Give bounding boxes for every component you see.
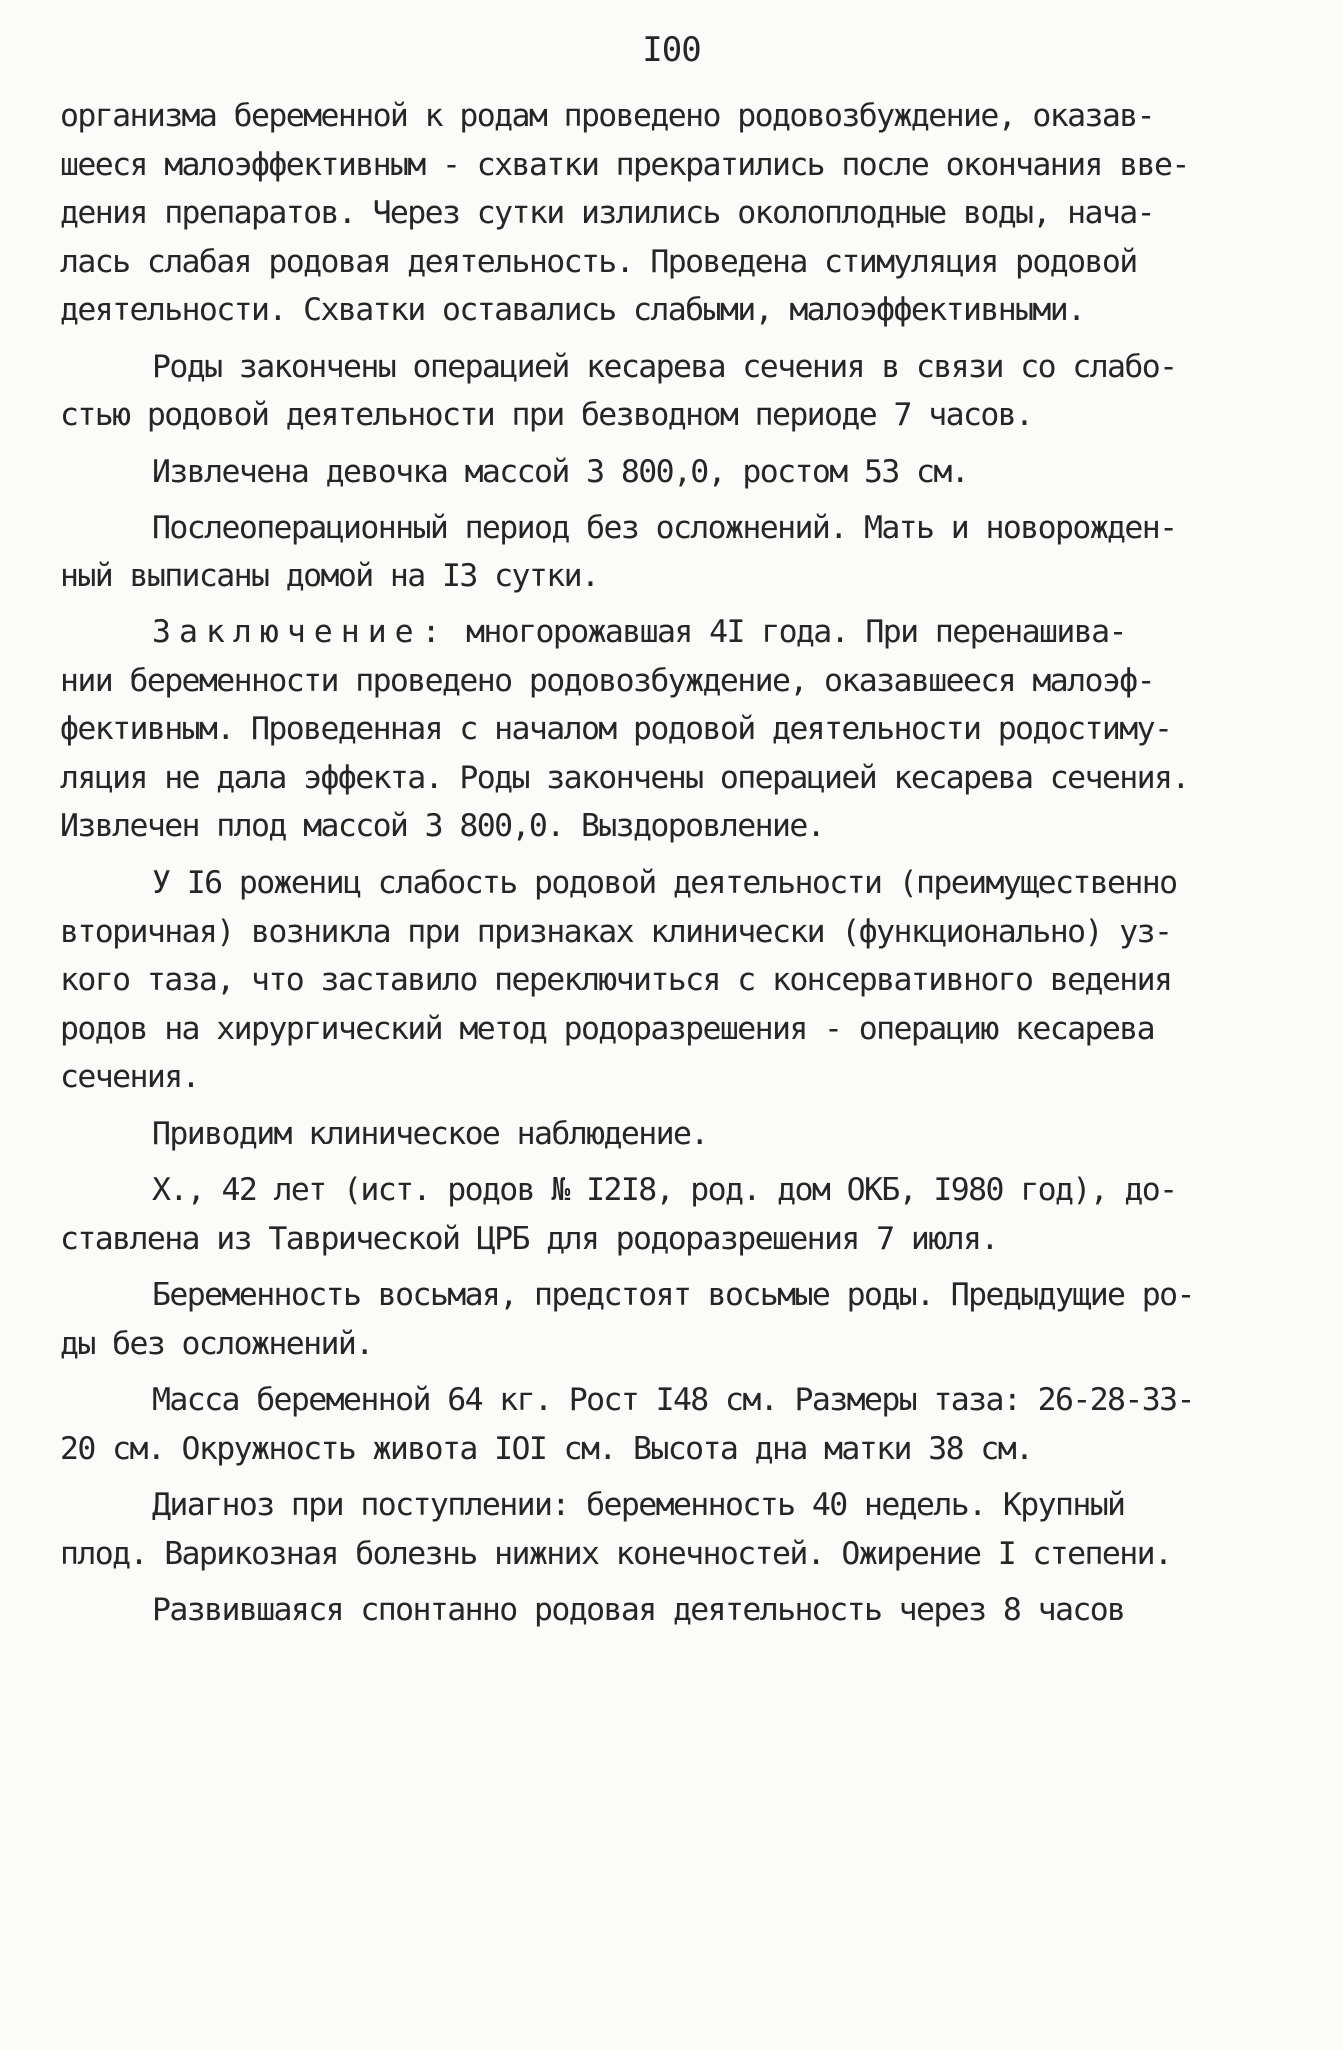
text-line: нии беременности проведено родовозбуждение, оказавшееся малоэф- [60,663,1154,699]
text-line: 20 см. Окружность живота IOI см. Высота дна матки 38 см. [60,1431,1033,1467]
text-line: дения препаратов. Через сутки излились околоплодные воды, нача- [60,195,1154,231]
text-line: Извлечена девочка массой 3 800,0, ростом 53 см. [152,454,969,490]
page-number: I00 [642,30,701,70]
text-line: Беременность восьмая, предстоят восьмые роды. Предыдущие ро- [152,1277,1194,1313]
text-line: ляция не дала эффекта. Роды закончены операцией кесарева сечения. [60,760,1189,796]
text-line: плод. Варикозная болезнь нижних конечностей. Ожирение I степени. [60,1536,1172,1572]
text-line: Извлечен плод массой 3 800,0. Выздоровление. [60,808,825,844]
text-line: стью родовой деятельности при безводном периоде 7 часов. [60,397,1033,433]
text-line: Масса беременной 64 кг. Рост I48 см. Размеры таза: 26-28-33- [152,1382,1194,1418]
text-line: кого таза, что заставило переключиться с консервативного ведения [60,962,1172,998]
text-line: У I6 рожениц слабость родовой деятельности (преимущественно [152,865,1177,901]
text-line: Приводим клиническое наблюдение. [152,1116,708,1152]
text-line: фективным. Проведенная с началом родовой деятельности родостиму- [60,711,1172,747]
text-line: деятельности. Схватки оставались слабыми, малоэффективными. [60,292,1085,328]
text-line: ный выписаны домой на I3 сутки. [60,558,599,594]
text-line: сечения. [60,1059,199,1095]
text-line: организма беременной к родам проведено родовозбуждение, оказав- [60,98,1154,134]
conclusion-line [152,612,1343,652]
text-line: шееся малоэффективным - схватки прекратились после окончания вве- [60,147,1189,183]
text-line: ставлена из Таврической ЦРБ для родоразрешения 7 июля. [60,1221,998,1257]
conclusion-text: многорожавшая 4I года. При перенашива- [466,614,1126,650]
text-line: Развившаяся спонтанно родовая деятельность через 8 часов [152,1592,1125,1628]
text-line: Х., 42 лет (ист. родов № I2I8, род. дом ОКБ, I980 год), до- [152,1172,1177,1208]
text-line: лась слабая родовая деятельность. Проведена стимуляция родовой [60,244,1137,280]
text-line: Диагноз при поступлении: беременность 40 недель. Крупный [152,1487,1125,1523]
text-line: Роды закончены операцией кесарева сечения в связи со слабо- [152,349,1177,385]
text-line: Послеоперационный период без осложнений. Мать и новорожден- [152,510,1177,546]
text-line: вторичная) возникла при признаках клинически (функционально) уз- [60,914,1172,950]
text-line: родов на хирургический метод родоразрешения - операцию кесарева [60,1011,1154,1047]
text-line: ды без осложнений. [60,1326,373,1362]
conclusion-label: Заключение: [152,614,449,650]
